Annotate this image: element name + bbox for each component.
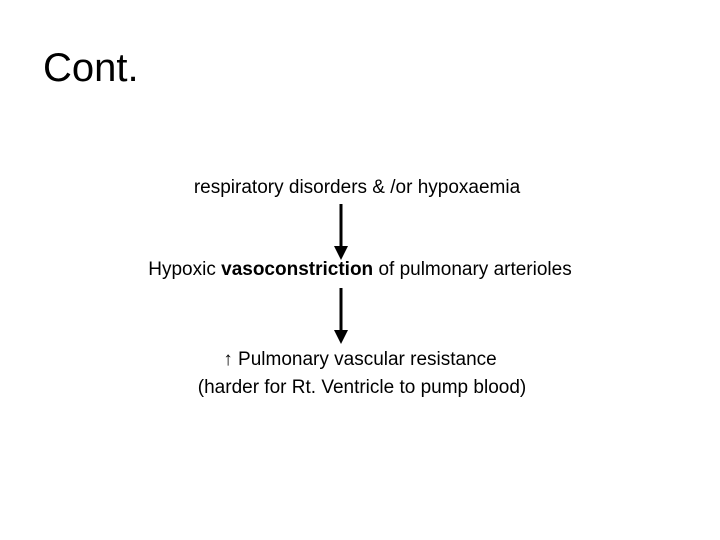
slide-title: Cont. [43,46,139,90]
flow-step-bold-term: vasoconstriction [221,259,374,280]
flow-step-text-after: of pulmonary arterioles [373,259,572,280]
flow-step-vascular-resistance: ↑ Pulmonary vascular resistance [223,349,497,370]
flow-step-vascular-resistance-note: (harder for Rt. Ventricle to pump blood) [197,377,527,398]
arrow-down-icon [331,204,351,260]
flow-step-text-before: Hypoxic [148,259,222,280]
flow-step-respiratory-disorders: respiratory disorders & /or hypoxaemia [193,177,521,198]
arrow-down-icon [331,288,351,344]
flow-step-hypoxic-vasoconstriction [0,256,720,284]
